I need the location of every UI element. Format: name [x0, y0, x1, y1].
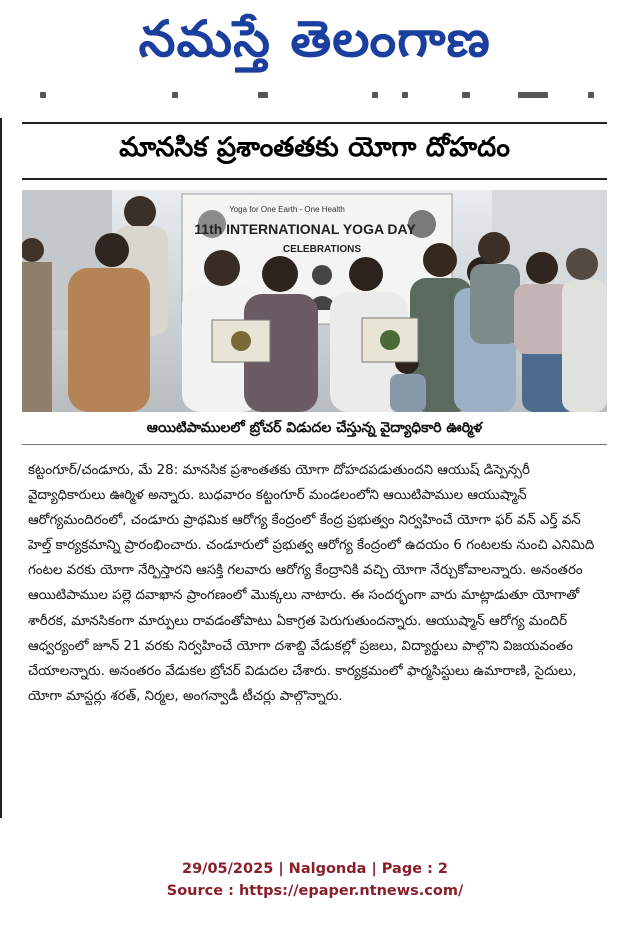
banner-line-3: CELEBRATIONS: [282, 244, 362, 255]
article-photo: [22, 190, 607, 412]
banner-line-2: 11th INTERNATIONAL YOGA DAY: [194, 221, 416, 237]
banner-line-1: Yoga for One Earth - One Health: [229, 205, 345, 214]
photo-caption: ఆయిటిపాములలో బ్రోచర్ విడుదల చేస్తున్న వైద్యాధికారి ఊర్మిళ: [22, 414, 607, 445]
headline-box: [22, 122, 607, 180]
newspaper-logo: నమస్తే తెలంగాణ: [138, 10, 492, 68]
headline: మానసిక ప్రశాంతతకు యోగా దోహదం: [119, 132, 510, 163]
footer: [0, 858, 630, 902]
footer-date-edition: 29/05/2025 | Nalgonda | Page : 2: [181, 861, 449, 877]
footer-source: Source : https://epaper.ntnews.com/: [166, 883, 464, 899]
clipped-text-strip: [22, 92, 607, 102]
masthead: [0, 0, 630, 80]
clip-border: [0, 118, 2, 818]
article-body-text: కట్టంగూర్/చండూరు, మే 28: మానసిక ప్రశాంతతకు యోగా దోహదపడుతుందని ఆయుష్ డిస్పెన్సరీ వైద్యాధికారులు ఊర్మిళ అన్నారు. బుధవారం కట్టంగూర్ మండలంలోని ఆయిటిపాముల ఆయుష్మాన్ ఆరోగ్యమందిరంలో, చండూరు ప్రాథమిక ఆరోగ్య కేంద్రంలో కేంద్ర ప్రభుత్వం నిర్వహించే యోగా ఫర్ వన్ ఎర్త్ వన్ హెల్త్ కార్యక్రమాన్ని ప్రారంభించారు. చండూరులో ప్రభుత్వ ఆరోగ్య కేంద్రంలో ఉదయం 6 గంటలకు నుంచి ఎనిమిది గంటల వరకు యోగా నేర్పిస్తారని ఆసక్తి గలవారు ఆరోగ్య కేంద్రానికి వచ్చి యోగా నేర్చుకోవాలన్నారు. అనంతరం ఆయిటిపాముల పల్లె దవాఖాన ప్రాంగణంలో మొక్కలు నాటారు. ఈ సందర్భంగా వారు మాట్లాడుతూ యోగాతో శారీరక, మానసికంగా మార్పులు రావడంతోపాటు ఏకాగ్రత పెరుగుతుందన్నారు. ఆయుష్మాన్ ఆరోగ్య మందిర్ ఆధ్వర్యంలో జూన్ 21 వరకు నిర్వహించే యోగా దశాబ్ది వేడుకల్లో ప్రజలు, విద్యార్థులు పాల్గొని విజయవంతం చేయాలన్నారు. అనంతరం వేడుకల బ్రోచర్ విడుదల చేశారు. కార్యక్రమంలో ఫార్మసిస్టులు ఉమారాణి, సైదులు, యోగా మాస్టర్లు శరత్, నిర్మల, అంగన్వాడీ టీచర్లు పాల్గొన్నారు.: [28, 463, 595, 704]
article-body: [28, 458, 606, 709]
